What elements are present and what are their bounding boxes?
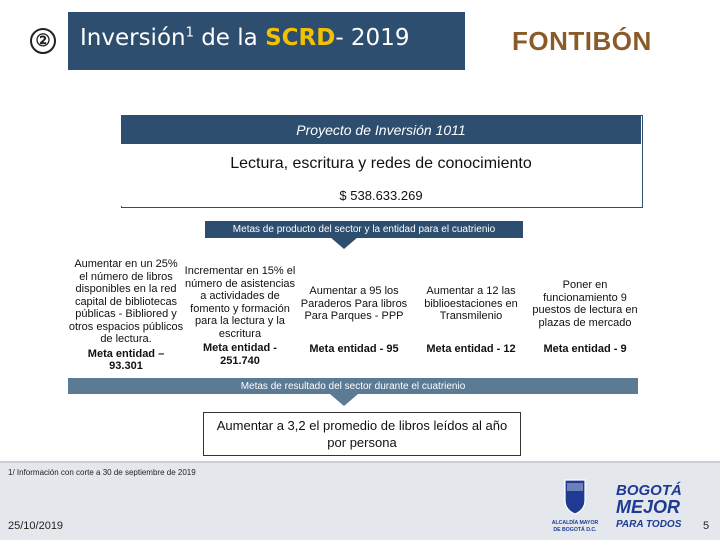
goal-line: otros espacios públicos: [68, 320, 184, 333]
goal-text: [64, 258, 188, 346]
goal-column: [296, 285, 412, 355]
goal-line: capital de bibliotecas: [74, 295, 178, 308]
locality-name: FONTIBÓN: [512, 26, 652, 56]
goal-line: fomento y formación: [190, 302, 290, 315]
title-highlight: SCRD: [265, 25, 336, 51]
goal-meta: [296, 343, 412, 356]
title-suffix: - 2019: [335, 25, 410, 51]
goal-line: Aumentar a 95 los: [309, 285, 399, 297]
product-goals-banner: Metas de producto del sector y la entidad para el cuatrienio: [205, 221, 523, 238]
title-middle: de la: [193, 25, 266, 51]
result-goal-line: Aumentar a 3,2 el promedio de libros leídos al año: [216, 418, 508, 433]
page-number: 5: [703, 520, 710, 532]
result-goals-banner: Metas de resultado del sector durante el cuatrienio: [68, 378, 638, 394]
goal-meta: [182, 342, 298, 367]
goal-line: públicas - Bibliored y: [75, 308, 177, 320]
logo-text: ALCALDÍA MAYOR: [551, 520, 599, 526]
alcaldia-logo: [545, 476, 605, 536]
meta-line: Meta entidad –: [87, 347, 165, 360]
result-goal-box: [203, 412, 521, 456]
footer-divider: [0, 461, 720, 463]
down-arrow-icon: [330, 394, 358, 406]
goal-line: disponibles en la red: [75, 283, 177, 295]
goal-column: [64, 258, 188, 373]
bogota-mejor-logo: [614, 478, 689, 532]
footer-date: 25/10/2019: [8, 520, 64, 532]
goal-line: escritura: [218, 327, 262, 340]
meta-line: Meta entidad - 95: [309, 342, 399, 355]
goal-meta: [412, 343, 530, 356]
goal-line: plazas de mercado: [538, 316, 632, 329]
goal-meta: [528, 343, 642, 356]
goal-column: [412, 285, 530, 355]
goal-text: [296, 285, 412, 323]
goal-meta: [64, 348, 188, 373]
down-arrow-icon: [330, 237, 358, 249]
goal-line: funcionamiento 9: [543, 291, 627, 304]
meta-line: 251.740: [220, 354, 260, 367]
result-goal-line: por persona: [327, 435, 397, 450]
logo-text: DE BOGOTÁ D.C.: [553, 527, 597, 533]
goal-line: a actividades de: [200, 290, 280, 302]
goal-line: el número de libros: [79, 270, 173, 283]
meta-line: Meta entidad -: [203, 342, 277, 354]
section-number: ②: [30, 28, 56, 54]
goal-line: Transmilenio: [439, 310, 503, 322]
logo-text: PARA TODOS: [616, 519, 682, 530]
goal-line: Incrementar en 15% el: [184, 265, 296, 277]
goal-line: número de asistencias: [184, 277, 296, 290]
logo-text: MEJOR: [616, 497, 681, 517]
goal-column: [528, 279, 642, 356]
goal-text: [412, 285, 530, 323]
footnote: 1/ Información con corte a 30 de septiembre de 2019: [8, 468, 196, 477]
goal-text: [182, 265, 298, 340]
title-prefix: Inversión: [80, 25, 186, 51]
meta-line: 93.301: [109, 360, 143, 372]
goal-line: puestos de lectura en: [532, 304, 638, 316]
goal-line: Para Parques - PPP: [304, 310, 404, 322]
meta-line: Meta entidad - 12: [426, 342, 516, 355]
goal-line: biblioestaciones en: [424, 297, 518, 310]
goal-line: Aumentar a 12 las: [426, 285, 516, 297]
project-amount: $ 538.633.269: [121, 184, 641, 206]
page-title: [80, 25, 409, 51]
goal-line: Aumentar en un 25%: [74, 258, 178, 270]
goal-line: de lectura.: [100, 333, 152, 345]
goal-column: [182, 265, 298, 367]
goal-line: para la lectura y la: [195, 315, 285, 327]
goal-text: [528, 279, 642, 329]
logo-text: BOGOTÁ: [616, 482, 682, 499]
goal-line: Paraderos Para libros: [300, 297, 408, 310]
project-name: Lectura, escritura y redes de conocimiento: [121, 144, 641, 185]
project-heading: Proyecto de Inversión 1011: [121, 115, 641, 144]
meta-line: Meta entidad - 9: [543, 343, 627, 355]
goal-line: Poner en: [562, 279, 608, 291]
title-superscript: 1: [185, 25, 194, 41]
